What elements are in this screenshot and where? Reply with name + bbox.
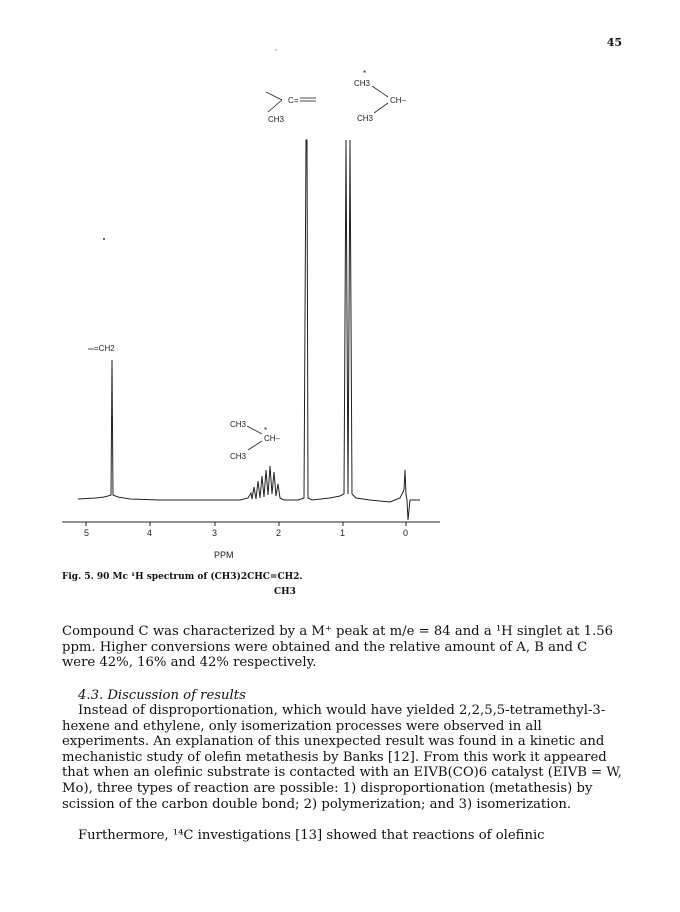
tick-label: 4 bbox=[147, 528, 153, 538]
stray-mark: , bbox=[275, 45, 277, 52]
methine-star: * bbox=[264, 426, 268, 435]
methine-ch3-bottom: CH3 bbox=[230, 452, 247, 461]
struct-ch3-label: CH3 bbox=[268, 115, 285, 124]
struct-ch3-bottom: CH3 bbox=[357, 114, 374, 123]
figure-caption: Fig. 5. 90 Mc ¹H spectrum of (CH3)2CHC=CH2. bbox=[62, 572, 303, 582]
tick-label: 2 bbox=[276, 528, 282, 538]
tick-label: 0 bbox=[403, 528, 409, 538]
x-axis-unit-label: PPM bbox=[214, 550, 234, 560]
paragraph-c14: Furthermore, ¹⁴C investigations [13] showed that reactions of olefinic bbox=[78, 828, 545, 843]
struct-ceq-label: C= bbox=[288, 96, 299, 105]
struct-ch-label: CH– bbox=[390, 96, 407, 105]
struct-ch3-top: CH3 bbox=[354, 79, 371, 88]
page-number: 45 bbox=[606, 36, 622, 49]
tick-label: 1 bbox=[340, 528, 346, 538]
methine-ch3-top: CH3 bbox=[230, 420, 247, 429]
tick-label: 3 bbox=[212, 528, 218, 538]
x-axis-ticks bbox=[86, 522, 406, 526]
methine-ch-label: CH– bbox=[264, 434, 281, 443]
figure-caption-substituent: CH3 bbox=[274, 587, 296, 597]
section-heading: 4.3. Discussion of results bbox=[78, 688, 246, 703]
vinyl-ch2-label: =CH2 bbox=[94, 344, 115, 353]
structure-methine bbox=[247, 426, 262, 450]
spectrum-trace bbox=[78, 140, 420, 520]
star-mark: * bbox=[363, 69, 367, 78]
tick-label: 5 bbox=[84, 528, 90, 538]
paragraph-compound-c: Compound C was characterized by a M⁺ peak at m/e = 84 and a ¹H singlet at 1.56 ppm. Higher conversions were obtained and the relative amount of A, B and C were 42%, 16% and 42% respectively. bbox=[62, 624, 614, 671]
paragraph-discussion: Instead of disproportionation, which would have yielded 2,2,5,5-tetramethyl-3-hexene and ethylene, only isomerization processes were observed in all experiments. An explanation of this unexpected result was found in a kinetic and mechanistic study of olefin metathesis by Banks [12]. From this work it appeared that when an olefinic substrate is contacted with an EIVB(CO)6 catalyst (EIVB = W, Mo), three types of reaction are possible: 1) disproportionation (metathesis) by scission of the carbon double bond; 2) polymerization; and 3) isomerization. bbox=[62, 703, 622, 812]
stray-dot bbox=[103, 238, 105, 240]
structure-isopropyl bbox=[372, 86, 388, 113]
